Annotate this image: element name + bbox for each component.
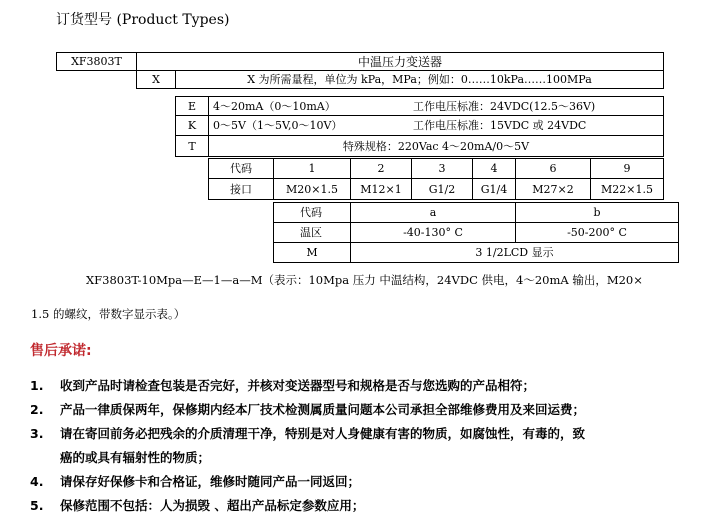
thread-value-1: M20×1.5 [273, 178, 351, 200]
output-k-signal: 0～5V（1～5V,0～10V） [213, 119, 343, 132]
after-sales-item-2 [30, 400, 585, 418]
range-code-cell: X [136, 70, 176, 89]
thread-label-cell: 接口 [208, 178, 274, 200]
order-type-title: 订货型号 (Product Types) [56, 12, 230, 28]
after-sales-item-1 [30, 376, 535, 394]
after-sales-item-3-cont [30, 448, 210, 466]
item-number: 2. [30, 402, 44, 417]
output-k-code-cell: K [175, 115, 209, 136]
output-e-cell [208, 96, 664, 116]
range-desc-cell: X 为所需量程，单位为 kPa，MPa；例如：0……10kPa……100MPa [175, 70, 664, 89]
item-number: 1. [30, 378, 44, 393]
output-e-signal: 4～20mA（0～10mA） [213, 99, 336, 113]
item-text: 产品一律质保两年，保修期内经本厂技术检测属质量问题本公司承担全部维修费用及来回运费； [60, 402, 586, 417]
output-k-cell [208, 115, 664, 136]
model-desc-cell: 中温压力变送器 [136, 52, 664, 71]
example-line-1: XF3803T-10Mpa—E—1—a—M（表示：10Mpa 压力 中温结构，24VDC 供电，4～20mA 输出，M20× [86, 273, 643, 287]
after-sales-item-3 [30, 424, 585, 442]
item-text: 请在寄回前务必把残余的介质清理干净，特别是对人身健康有害的物质，如腐蚀性，有毒的，致 [60, 426, 586, 441]
item-number: 4. [30, 474, 44, 489]
output-e-code-cell: E [175, 96, 209, 116]
thread-code-1: 1 [273, 158, 351, 179]
thread-code-9: 9 [590, 158, 664, 179]
thread-value-9: M22×1.5 [590, 178, 664, 200]
thread-code-3: 3 [411, 158, 473, 179]
item-text: 癌的或具有辐射性的物质； [60, 450, 211, 465]
thread-code-2: 2 [350, 158, 412, 179]
temp-code-b: b [515, 202, 679, 223]
output-k-power: 工作电压标准：15VDC 或 24VDC [413, 119, 587, 132]
thread-code-6: 6 [515, 158, 591, 179]
temp-header-cell: 代码 [273, 202, 351, 223]
special-desc-cell: 特殊规格：220Vac 4～20mA/0～5V [208, 135, 664, 157]
item-text: 保修范围不包括：人为损毁 、超出产品标定参数应用； [60, 498, 365, 513]
thread-value-4: G1/4 [472, 178, 516, 200]
thread-header-cell: 代码 [208, 158, 274, 179]
after-sales-title: 售后承诺: [30, 343, 92, 359]
thread-code-4: 4 [472, 158, 516, 179]
temp-label-cell: 温区 [273, 222, 351, 243]
item-number: 5. [30, 498, 44, 513]
thread-value-2: M12×1 [350, 178, 412, 200]
special-code-cell: T [175, 135, 209, 157]
item-number: 3. [30, 426, 44, 441]
thread-value-6: M27×2 [515, 178, 591, 200]
temp-value-b: -50-200° C [515, 222, 679, 243]
after-sales-item-4 [30, 472, 360, 490]
model-code-cell: XF3803T [56, 52, 137, 71]
temp-code-a: a [350, 202, 516, 223]
thread-value-3: G1/2 [411, 178, 473, 200]
example-line-2: 1.5 的螺纹，带数字显示表。） [31, 307, 186, 321]
output-e-power: 工作电压标准：24VDC(12.5～36V) [413, 99, 596, 113]
item-text: 请保存好保修卡和合格证，维修时随同产品一同返回； [60, 474, 361, 489]
display-code-cell: M [273, 242, 351, 263]
after-sales-item-5 [30, 496, 364, 514]
display-desc-cell: 3 1/2LCD 显示 [350, 242, 679, 263]
item-text: 收到产品时请检查包装是否完好，并核对变送器型号和规格是否与您选购的产品相符； [60, 378, 536, 393]
temp-value-a: -40-130° C [350, 222, 516, 243]
